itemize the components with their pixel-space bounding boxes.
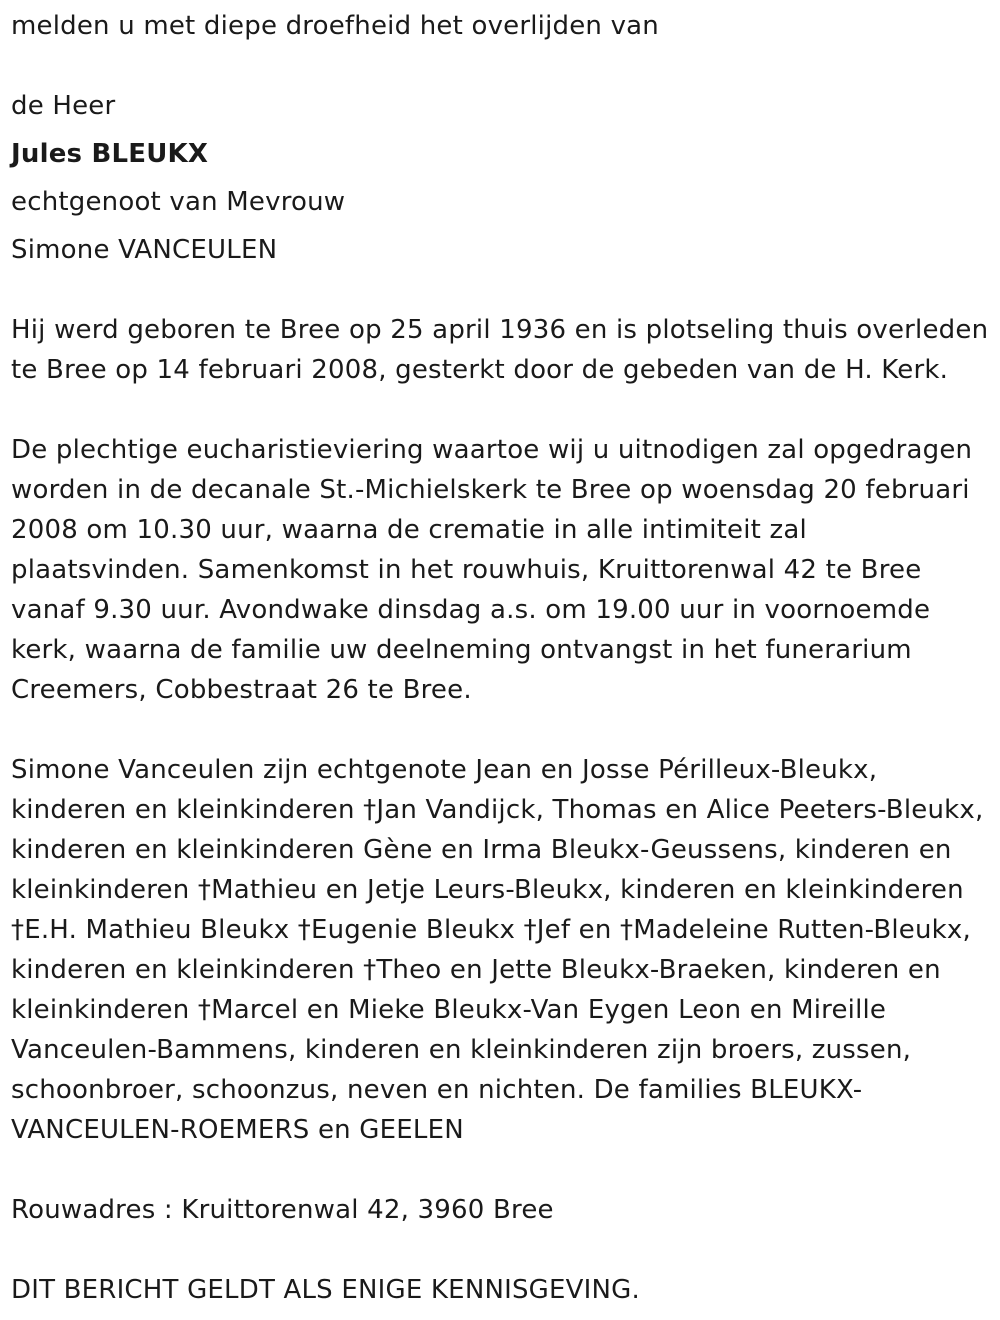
ceremony-line: vanaf 9.30 uur. Avondwake dinsdag a.s. om 19.00 uur in voornoemde bbox=[11, 595, 931, 625]
intro-line: melden u met diepe droefheid het overlijden van bbox=[11, 11, 659, 41]
deceased-name: Jules BLEUKX bbox=[11, 139, 209, 169]
birth-death-line: Hij werd geboren te Bree op 25 april 1936 en is plotseling thuis overleden bbox=[11, 315, 989, 345]
family-line: Vanceulen-Bammens, kinderen en kleinkinderen zijn broers, zussen, bbox=[11, 1035, 912, 1065]
family-line: kinderen en kleinkinderen Gène en Irma Bleukx-Geussens, kinderen en bbox=[11, 835, 952, 865]
salutation: de Heer bbox=[11, 91, 116, 121]
family-line: VANCEULEN-ROEMERS en GEELEN bbox=[11, 1115, 464, 1145]
ceremony-line: plaatsvinden. Samenkomst in het rouwhuis, Kruittorenwal 42 te Bree bbox=[11, 555, 922, 585]
family-line: kinderen en kleinkinderen †Jan Vandijck, Thomas en Alice Peeters-Bleukx, bbox=[11, 795, 984, 825]
ceremony-line: De plechtige eucharistieviering waartoe wij u uitnodigen zal opgedragen bbox=[11, 435, 973, 465]
family-line: kleinkinderen †Marcel en Mieke Bleukx-Van Eygen Leon en Mireille bbox=[11, 995, 887, 1025]
ceremony-line: worden in de decanale St.-Michielskerk te Bree op woensdag 20 februari bbox=[11, 475, 970, 505]
spouse-line-2: Simone VANCEULEN bbox=[11, 235, 278, 265]
official-notice: DIT BERICHT GELDT ALS ENIGE KENNISGEVING. bbox=[11, 1275, 640, 1305]
ceremony-line: Creemers, Cobbestraat 26 te Bree. bbox=[11, 675, 472, 705]
family-line: Simone Vanceulen zijn echtgenote Jean en Josse Périlleux-Bleukx, bbox=[11, 755, 878, 785]
family-line: kinderen en kleinkinderen †Theo en Jette Bleukx-Braeken, kinderen en bbox=[11, 955, 941, 985]
birth-death-line: te Bree op 14 februari 2008, gesterkt door de gebeden van de H. Kerk. bbox=[11, 355, 949, 385]
mourning-address: Rouwadres : Kruittorenwal 42, 3960 Bree bbox=[11, 1195, 554, 1225]
family-line: †E.H. Mathieu Bleukx †Eugenie Bleukx †Jef en †Madeleine Rutten-Bleukx, bbox=[11, 915, 971, 945]
ceremony-line: 2008 om 10.30 uur, waarna de crematie in alle intimiteit zal bbox=[11, 515, 807, 545]
family-line: kleinkinderen †Mathieu en Jetje Leurs-Bleukx, kinderen en kleinkinderen bbox=[11, 875, 964, 905]
family-line: schoonbroer, schoonzus, neven en nichten. De families BLEUKX- bbox=[11, 1075, 863, 1105]
ceremony-line: kerk, waarna de familie uw deelneming ontvangst in het funerarium bbox=[11, 635, 912, 665]
spouse-line-1: echtgenoot van Mevrouw bbox=[11, 187, 346, 217]
